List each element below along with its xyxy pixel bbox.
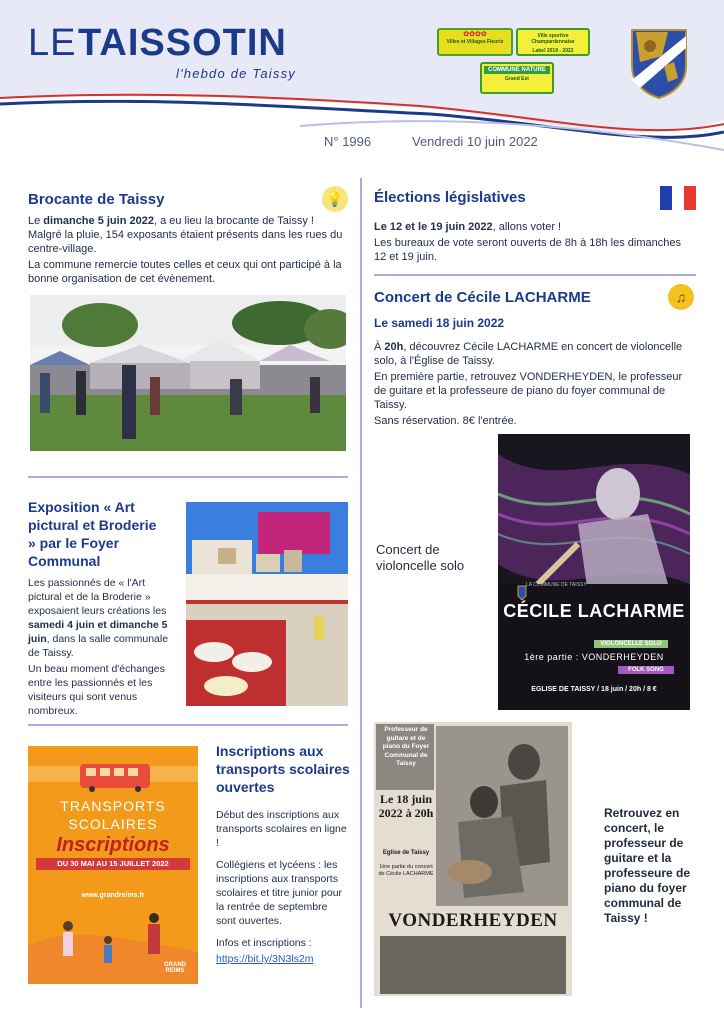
cecile-poster	[498, 434, 690, 710]
transports-title: Inscriptions aux transports scolaires ouvertes	[216, 743, 350, 795]
label-nature-text: COMMUNE NATURE	[484, 66, 550, 74]
transports-poster-line1: TRANSPORTS	[60, 798, 166, 814]
exposition-title: Exposition « Art pictural et Broderie » par le Foyer Communal	[28, 499, 157, 569]
section-divider	[28, 476, 348, 478]
elections-p1-bold: Le 12 et le 19 juin 2022	[374, 221, 493, 233]
french-flag-icon	[660, 186, 696, 210]
vonderheyden-poster-venue: Eglise de Taissy	[382, 850, 430, 856]
label-ville-sportive	[516, 28, 590, 56]
music-note-icon: ♫	[668, 284, 694, 310]
transports-link[interactable]: https://bit.ly/3N3ls2m	[216, 953, 314, 965]
concert-p1-bold: 20h	[384, 341, 404, 353]
exposition-p2: Un beau moment d'échanges entre les passionnés et les visiteurs qui sont venus nombreux.	[28, 663, 165, 717]
brocante-p1-c: , a eu lieu la brocante de Taissy ! Malgré la pluie, 154 exposants étaient présents dans les rues du centre-village.	[28, 215, 343, 255]
cecile-poster-first-part: 1ère partie : VONDERHEYDEN	[524, 652, 664, 662]
transports-p3: Infos et inscriptions :	[216, 937, 312, 949]
transports-body	[216, 808, 350, 968]
section-divider	[374, 274, 696, 276]
label-champ-sub: Label 2019 - 2022	[532, 48, 574, 54]
cecile-poster-name: CÉCILE LACHARME	[503, 601, 685, 621]
elections-body	[374, 220, 696, 266]
transports-p1: Début des inscriptions aux transports scolaires en ligne !	[216, 809, 347, 849]
transports-poster-dates: DU 30 MAI AU 15 JUILLET 2022	[57, 859, 169, 868]
lightbulb-icon: 💡	[322, 186, 348, 212]
flowers-icon: ✿✿✿✿	[463, 31, 487, 38]
masthead-le: LE	[28, 22, 77, 64]
concert-caption: Concert de violoncelle solo	[376, 542, 465, 573]
vonderheyden-caption: Retrouvez en concert, le professeur de guitare et la professeure de piano du foyer communal de Taissy !	[604, 806, 691, 925]
concert-date: Le samedi 18 juin 2022	[374, 316, 505, 330]
issue-date: Vendredi 10 juin 2022	[412, 134, 538, 149]
cecile-poster-venue: EGLISE DE TAISSY / 18 juin / 20h / 8 €	[531, 686, 657, 693]
cecile-poster-genre: FOLK SONG	[618, 666, 674, 674]
elections-title: Élections législatives	[374, 189, 526, 206]
transports-poster-line2: SCOLAIRES	[68, 816, 158, 832]
exposition-p1-a: Les passionnés de « l'Art pictural et de la Broderie » exposaient leurs créations les	[28, 577, 167, 617]
brocante-body	[28, 214, 350, 288]
label-commune-nature	[480, 62, 554, 94]
label-nature-sub: Grand Est	[505, 76, 529, 82]
transports-poster	[28, 746, 198, 984]
exposition-p1-bold: samedi 4 juin et dimanche 5 juin	[28, 619, 168, 645]
label-champ-text: Ville sportive Champardennaise	[531, 33, 575, 45]
elections-p2: Les bureaux de vote seront ouverts de 8h à 18h les dimanches 12 et 19 juin.	[374, 237, 681, 263]
section-divider	[28, 724, 348, 726]
vonderheyden-poster	[374, 722, 572, 996]
masthead-subtitle: l'hebdo de Taissy	[176, 66, 296, 81]
cecile-poster-org: LA COMMUNE DE TAISSY	[526, 582, 587, 588]
vonderheyden-poster-intro: Professeur de guitare et de piano du Foyer Communal de Taissy	[382, 726, 430, 767]
exposition-p1-c: , dans la salle communale de Taissy.	[28, 633, 169, 659]
transports-poster-web: www.grandreims.fr	[81, 892, 145, 899]
brocante-p1-a: Le	[28, 215, 44, 227]
concert-p2: En première partie, retrouvez VONDERHEYDEN, le professeur de guitare et la professeure de piano du foyer communal de Taissy.	[374, 371, 683, 411]
concert-body	[374, 340, 696, 430]
issue-number: N° 1996	[324, 134, 372, 149]
cecile-poster-instrument: VIOLONCELLE SOLO	[594, 640, 668, 648]
brocante-title: Brocante de Taissy	[28, 191, 165, 208]
label-fleuris-text: Villes et Villages Fleuris	[446, 39, 504, 45]
vonderheyden-poster-first: 1ère partie du concert de Cécile LACHARME	[378, 864, 434, 877]
brocante-photo	[30, 295, 346, 451]
transports-poster-line3: Inscriptions	[56, 834, 170, 856]
brocante-p1-bold: dimanche 5 juin 2022	[43, 215, 154, 227]
label-villes-fleuris	[437, 28, 513, 56]
transports-poster-brand: GRAND REIMS	[164, 962, 186, 974]
vonderheyden-poster-name: VONDERHEYDEN	[388, 910, 558, 931]
vonderheyden-poster-date: Le 18 juin 2022 à 20h	[378, 792, 434, 820]
concert-p3: Sans réservation. 8€ l'entrée.	[374, 415, 517, 427]
exposition-body	[28, 576, 176, 720]
concert-title: Concert de Cécile LACHARME	[374, 289, 591, 306]
concert-p1-c: , découvrez Cécile LACHARME en concert de violoncelle solo, à l'Église de Taissy.	[374, 341, 683, 367]
transports-p2: Collégiens et lycéens : les inscriptions aux transports scolaires et titre junior pour la rentrée de septembre sont ouvertes.	[216, 859, 343, 927]
elections-p1-after: , allons voter !	[492, 221, 562, 233]
concert-p1-a: À	[374, 341, 385, 353]
exposition-photo	[186, 502, 348, 706]
masthead-title: TAISSOTIN	[78, 22, 287, 64]
column-divider	[360, 178, 362, 1008]
brocante-p2: La commune remercie toutes celles et ceux qui ont participé à la bonne organisation de cet évènement.	[28, 259, 342, 285]
coat-of-arms-icon	[628, 26, 690, 100]
